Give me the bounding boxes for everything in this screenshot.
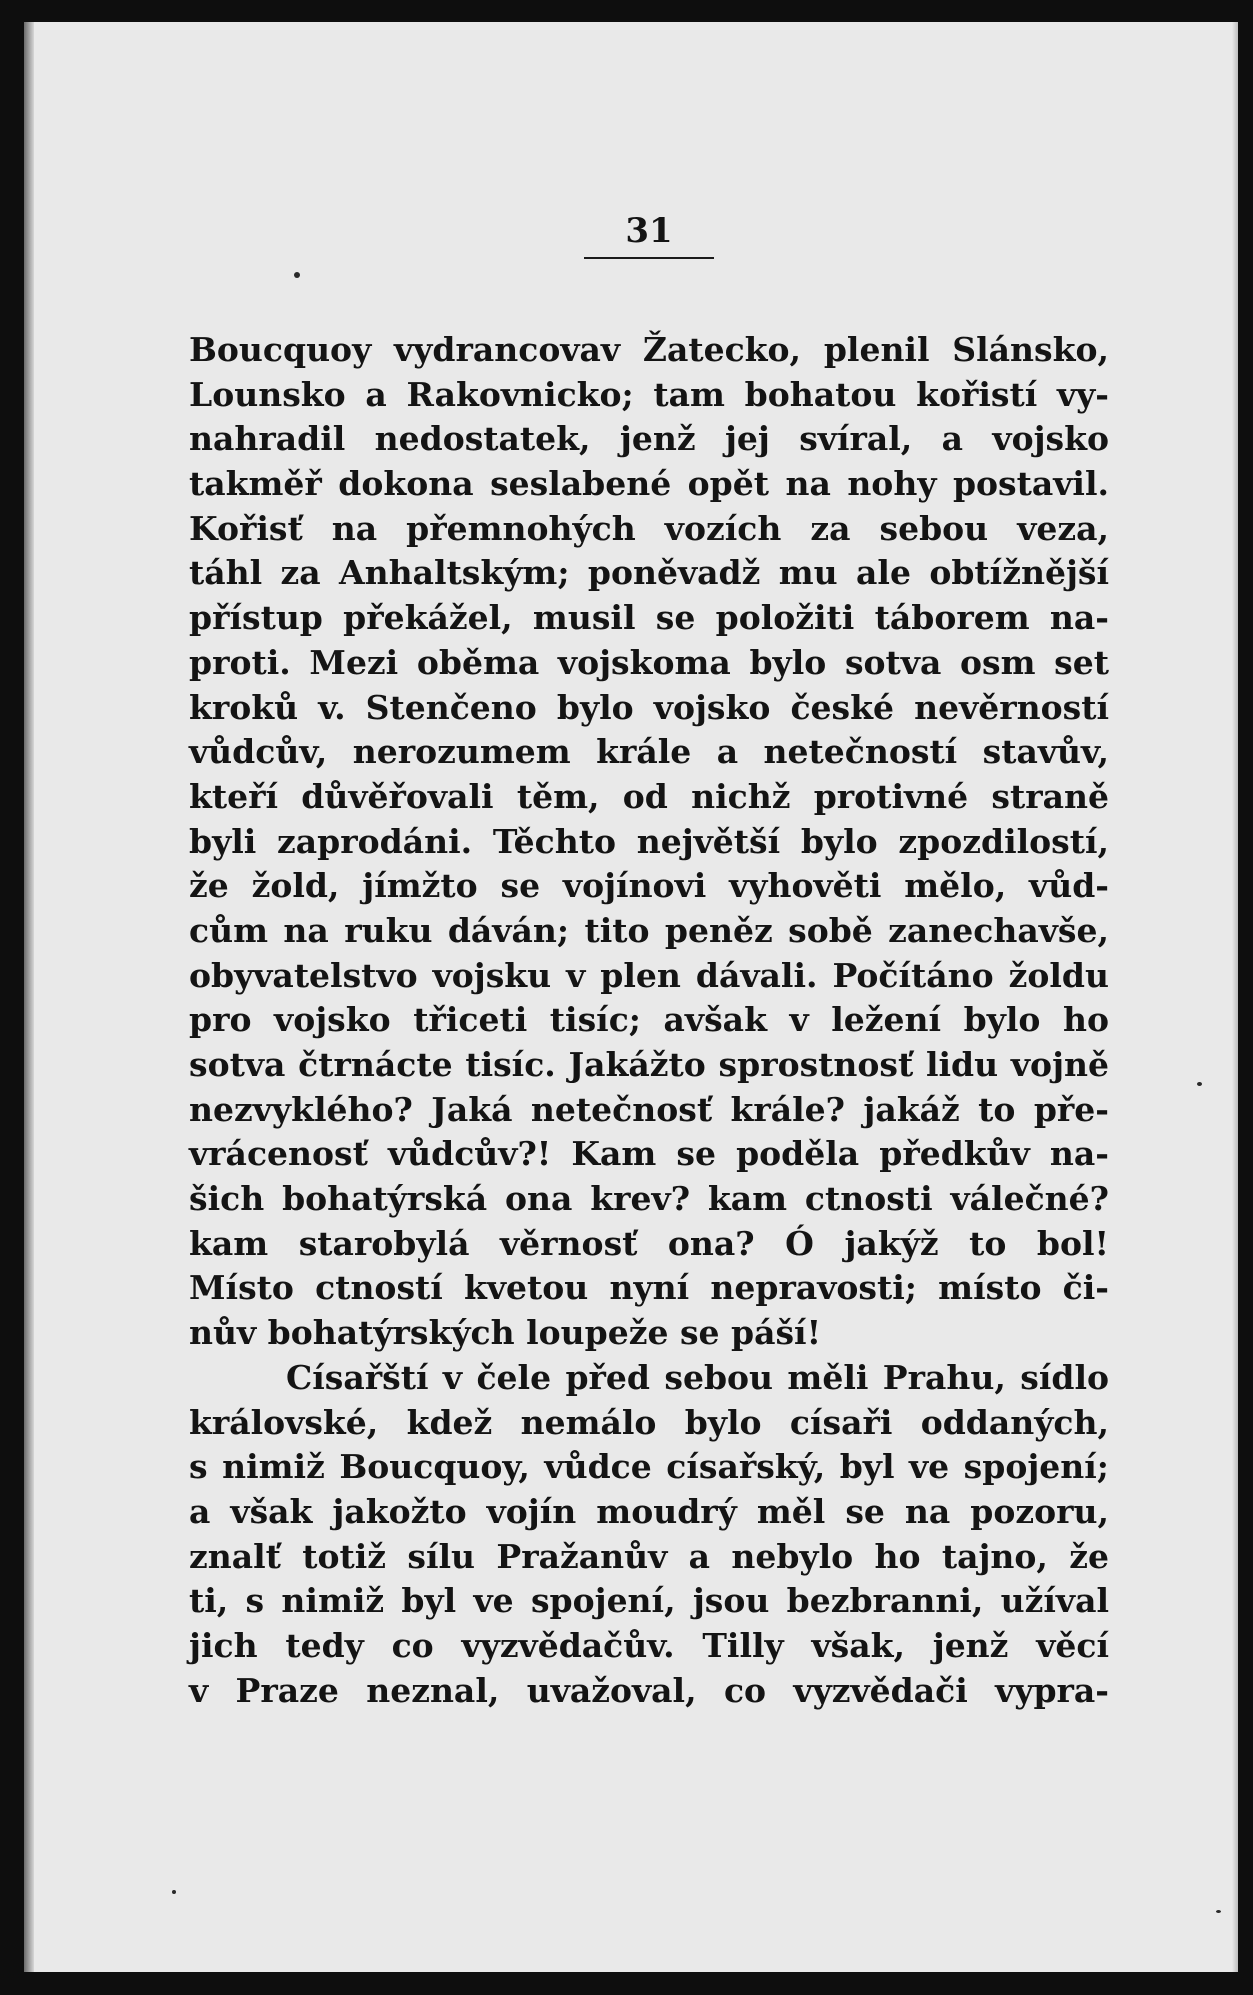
text-line: Císařští v čele před sebou měli Prahu, sídlo xyxy=(286,1357,1109,1397)
text-line: táhl za Anhaltským; poněvadž mu ale obtížnější xyxy=(189,553,1109,593)
text-line: Kořisť na přemnohých vozích za sebou veza, xyxy=(189,508,1109,548)
text-line: kteří důvěřovali těm, od nichž protivné straně xyxy=(189,776,1109,816)
print-speck xyxy=(1197,1082,1202,1086)
text-line: sotva čtrnácte tisíc. Jakážto sprostnosť lidu vojně xyxy=(189,1045,1109,1084)
text-line: s nimiž Boucquoy, vůdce císařský, byl ve spojení; xyxy=(189,1447,1109,1487)
text-line: Místo ctností kvetou nyní nepravosti; místo či- xyxy=(189,1268,1109,1308)
page-number-rule xyxy=(584,257,714,259)
text-line: Boucquoy vydrancovav Žatecko, plenil Slánsko, xyxy=(189,330,1109,369)
text-line: přístup překážel, musil se položiti táborem na- xyxy=(189,598,1109,638)
body-text xyxy=(189,328,1109,1713)
text-line: že žold, jímžto se vojínovi vyhověti mělo, vůd- xyxy=(189,866,1109,906)
text-line: znalť totiž sílu Pražanův a nebylo ho tajno, že xyxy=(189,1536,1109,1576)
text-line: proti. Mezi oběma vojskoma bylo sotva osm set xyxy=(189,642,1109,682)
text-line: byli zaprodáni. Těchto největší bylo zpozdilostí, xyxy=(189,821,1109,861)
page-number: 31 xyxy=(625,211,673,251)
book-page xyxy=(24,22,1238,1972)
text-line: Lounsko a Rakovnicko; tam bohatou kořistí vy- xyxy=(189,374,1109,414)
text-line: kam starobylá věrnosť ona? Ó jakýž to bol! xyxy=(189,1223,1109,1263)
print-speck xyxy=(294,272,300,278)
text-line: nahradil nedostatek, jenž jej svíral, a vojsko xyxy=(189,419,1109,459)
text-line: a však jakožto vojín moudrý měl se na pozoru, xyxy=(189,1491,1109,1531)
text-line: v Praze neznal, uvažoval, co vyzvědači vypra- xyxy=(189,1670,1109,1710)
text-line: šich bohatýrská ona krev? kam ctnosti válečné? xyxy=(189,1179,1109,1219)
text-line: jich tedy co vyzvědačův. Tilly však, jenž věcí xyxy=(189,1625,1109,1665)
print-speck xyxy=(172,1890,176,1894)
binding-shadow xyxy=(24,22,34,1972)
text-line: kroků v. Stenčeno bylo vojsko české nevěrností xyxy=(189,687,1109,727)
text-line: nův bohatýrských loupeže se páší! xyxy=(189,1313,822,1353)
text-line: cům na ruku dáván; tito peněz sobě zanechavše, xyxy=(189,910,1109,950)
text-line: nezvyklého? Jaká netečnosť krále? jakáž to pře- xyxy=(189,1089,1109,1129)
print-speck xyxy=(1216,1910,1221,1913)
text-line: královské, kdež nemálo bylo císaři oddaných, xyxy=(189,1402,1109,1442)
text-line: takměř dokona seslabené opět na nohy postavil. xyxy=(189,464,1109,504)
text-line: obyvatelstvo vojsku v plen dávali. Počítáno žoldu xyxy=(189,955,1109,995)
text-line: pro vojsko třiceti tisíc; avšak v ležení bylo ho xyxy=(189,1000,1109,1040)
text-line: vůdcův, nerozumem krále a netečností stavův, xyxy=(189,732,1109,772)
text-line: ti, s nimiž byl ve spojení, jsou bezbranni, užíval xyxy=(189,1581,1109,1621)
page-edge-shadow xyxy=(1232,22,1238,1972)
text-line: vrácenosť vůdcův?! Kam se poděla předkův na- xyxy=(189,1134,1109,1174)
